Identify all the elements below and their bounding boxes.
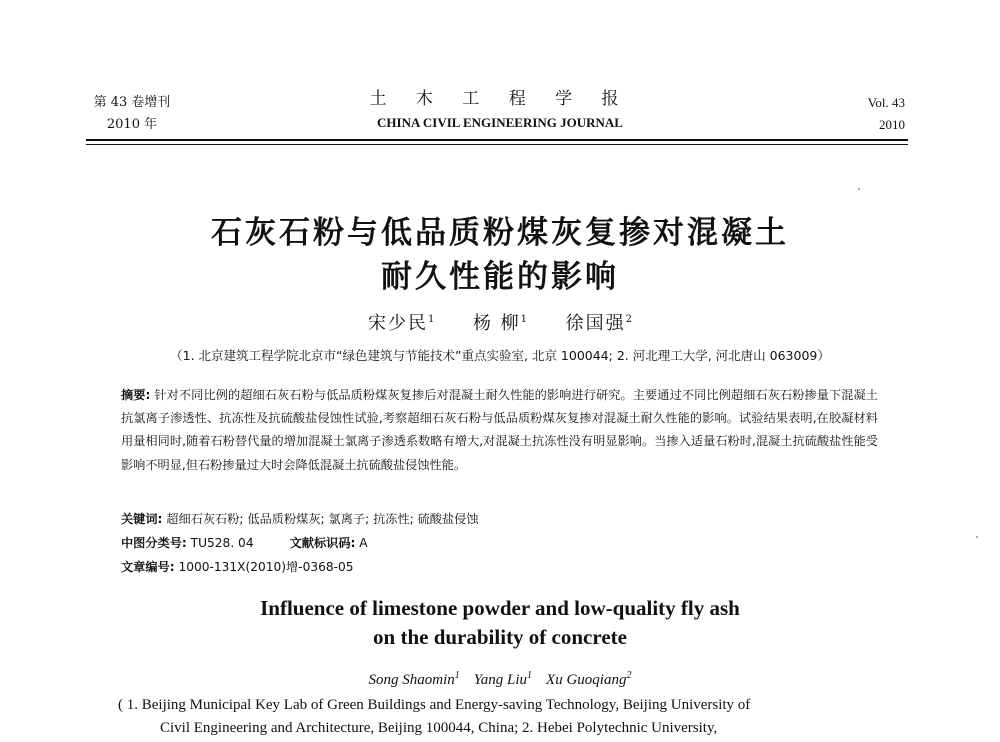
author-name: 杨 柳	[472, 313, 521, 334]
paper-title-en-line1: Influence of limestone powder and low-quality fly ash	[260, 596, 740, 620]
classification-line	[121, 532, 878, 555]
volume-issue	[88, 92, 176, 136]
author-affil-mark: 1	[427, 314, 435, 325]
author-affil-mark: 2	[625, 314, 633, 325]
journal-title	[330, 88, 670, 134]
abstract-cn	[121, 384, 878, 477]
keywords-cn	[121, 508, 878, 531]
article-number-line	[121, 556, 878, 579]
doc-code-label: 文献标识码:	[289, 536, 356, 550]
affiliation-en-line2: Civil Engineering and Architecture, Beijing 100044, China; 2. Hebei Polytechnic University,	[160, 720, 718, 736]
affiliation-cn: （1. 北京建筑工程学院北京市“绿色建筑与节能技术”重点实验室, 北京 100044; 2. 河北理工大学, 河北唐山 063009）	[170, 348, 830, 363]
clc-label: 中图分类号:	[121, 536, 187, 550]
doc-code-value: A	[355, 536, 368, 550]
author-name: 徐国强	[565, 313, 626, 334]
paper-title-en-line2: on the durability of concrete	[373, 625, 627, 649]
author-affil-mark: 2	[626, 670, 632, 681]
article-number-value: 1000-131X(2010)增-0368-05	[174, 560, 354, 574]
author-affil-mark: 1	[520, 314, 528, 325]
volume-label: 第 43 卷增刊	[93, 95, 171, 110]
year-en-label: 2010	[879, 117, 905, 132]
author-affil-mark: 1	[454, 670, 460, 681]
author-name: 宋少民	[367, 313, 428, 334]
journal-title-en: CHINA CIVIL ENGINEERING JOURNAL	[377, 115, 623, 130]
abstract-text: 针对不同比例的超细石灰石粉与低品质粉煤灰复掺后对混凝土耐久性能的影响进行研究。主要通过不同比例超细石灰石粉掺量下混凝土抗氯离子渗透性、抗冻性及抗硫酸盐侵蚀性试验,考察超细石灰石粉与低品质粉煤灰复掺对混凝土耐久性能的影响。试验结果表明,在胶凝材料用量相同时,随着石粉替代量的增加混凝土氯离子渗透系数略有增大,对混凝土抗冻性没有明显影响。当掺入适量石粉时,混凝土抗硫酸盐性能受影响不明显,但石粉掺量过大时会降低混凝土抗硫酸盐侵蚀性能。	[121, 388, 879, 472]
keywords-label: 关键词:	[121, 512, 163, 526]
author-name-en: Yang Liu	[473, 672, 528, 688]
article-number-label: 文章编号:	[121, 560, 175, 574]
authors-cn	[200, 306, 800, 338]
author-affil-mark: 1	[527, 670, 533, 681]
keywords-text: 超细石灰石粉; 低品质粉煤灰; 氯离子; 抗冻性; 硫酸盐侵蚀	[162, 512, 479, 526]
clc-value: TU528. 04	[186, 536, 254, 550]
abstract-label: 摘要:	[121, 388, 151, 402]
header-rule-thin	[86, 144, 908, 145]
volume-en	[830, 92, 905, 136]
author-name-en: Song Shaomin	[368, 672, 455, 688]
header-rule-thick	[86, 139, 908, 141]
affiliation-en-line1: ( 1. Beijing Municipal Key Lab of Green Buildings and Energy-saving Technology, Beijing University of	[118, 697, 751, 713]
journal-title-cn: 土 木 工 程 学 报	[369, 89, 631, 109]
authors-en	[200, 665, 800, 691]
author-name-en: Xu Guoqiang	[546, 672, 627, 688]
year-label: 2010 年	[106, 117, 158, 132]
affiliation-en	[118, 694, 888, 740]
scan-speck	[858, 188, 860, 190]
scan-speck	[976, 536, 978, 538]
volume-en-label: Vol. 43	[867, 95, 905, 110]
paper-title-cn-line1: 石灰石粉与低品质粉煤灰复掺对混凝土	[211, 215, 789, 251]
paper-title-cn-line2: 耐久性能的影响	[381, 259, 619, 295]
